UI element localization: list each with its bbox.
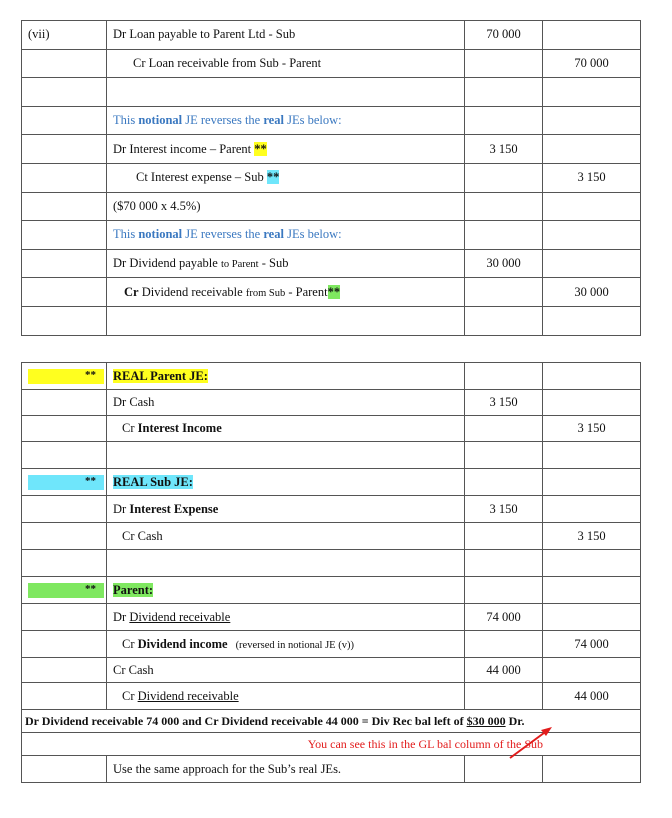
table-row (22, 631, 641, 658)
entry-text: Dr Interest income – Parent ** (107, 135, 465, 164)
table-row (22, 550, 641, 577)
entry-text: Dr Dividend payable to Parent - Sub (107, 249, 465, 278)
table-row (22, 249, 641, 278)
credit-amount: 3 150 (543, 523, 641, 550)
section-header: REAL Parent JE: (107, 363, 465, 390)
table-row (22, 78, 641, 107)
table-row (22, 163, 641, 192)
table-row (22, 135, 641, 164)
section-header: Parent: (107, 577, 465, 604)
real-je-table (21, 362, 641, 783)
credit-amount: 44 000 (543, 683, 641, 710)
notional-note: This notional JE reverses the real JEs below: (107, 106, 465, 135)
debit-amount: 30 000 (465, 249, 543, 278)
entry-text: Cr Dividend receivable (107, 683, 465, 710)
green-marker: ** (28, 583, 104, 598)
table-row (22, 604, 641, 631)
credit-amount: 30 000 (543, 278, 641, 307)
gl-note: You can see this in the GL bal column of the Sub (22, 733, 641, 756)
debit-amount: 44 000 (465, 658, 543, 683)
credit-amount: 3 150 (543, 416, 641, 442)
table-row (22, 416, 641, 442)
credit-amount (543, 21, 641, 50)
entry-text: Cr Interest Income (107, 416, 465, 442)
debit-amount: 70 000 (465, 21, 543, 50)
table-row (22, 221, 641, 250)
highlight-marker: ** (327, 284, 341, 299)
entry-text: Dr Dividend receivable (107, 604, 465, 631)
pointer-arrow-icon (500, 724, 560, 764)
table-row (22, 306, 641, 335)
table-row (22, 683, 641, 710)
table-row (22, 21, 641, 50)
debit-amount: 3 150 (465, 496, 543, 523)
section-header: REAL Sub JE: (107, 469, 465, 496)
entry-text: Cr Loan receivable from Sub - Parent (107, 49, 465, 78)
table-row (22, 106, 641, 135)
notional-note: This notional JE reverses the real JEs below: (107, 221, 465, 250)
table-row (22, 390, 641, 416)
yellow-marker: ** (28, 369, 104, 384)
table-row (22, 469, 641, 496)
table-row (22, 49, 641, 78)
debit-amount: 3 150 (465, 135, 543, 164)
credit-amount: 70 000 (543, 49, 641, 78)
table-row (22, 523, 641, 550)
entry-text: Dr Cash (107, 390, 465, 416)
credit-amount: 3 150 (543, 163, 641, 192)
entry-text: Cr Cash (107, 523, 465, 550)
cyan-marker: ** (28, 475, 104, 490)
table-row (22, 442, 641, 469)
highlight-marker: ** (254, 141, 267, 156)
table-row (22, 658, 641, 683)
summary-text: Dr Dividend receivable 74 000 and Cr Dividend receivable 44 000 = Div Rec bal left of $30 000 Dr. (22, 710, 641, 733)
entry-text: Cr Cash (107, 658, 465, 683)
table-row (22, 192, 641, 221)
entry-text: Cr Dividend receivable from Sub - Parent** (107, 278, 465, 307)
closing-note: Use the same approach for the Sub’s real JEs. (107, 756, 465, 783)
table-row (22, 363, 641, 390)
entry-text: Cr Dividend income (reversed in notional JE (v)) (107, 631, 465, 658)
table-row (22, 278, 641, 307)
credit-amount: 74 000 (543, 631, 641, 658)
step-label: (vii) (22, 21, 107, 50)
debit-amount: 3 150 (465, 390, 543, 416)
highlight-marker: ** (266, 170, 280, 185)
debit-amount: 74 000 (465, 604, 543, 631)
notional-je-table (21, 20, 641, 336)
entry-text: Dr Loan payable to Parent Ltd - Sub (107, 21, 465, 50)
entry-text: Dr Interest Expense (107, 496, 465, 523)
table-row (22, 496, 641, 523)
table-row (22, 577, 641, 604)
calc-note: ($70 000 x 4.5%) (107, 192, 465, 221)
entry-text: Ct Interest expense – Sub ** (107, 163, 465, 192)
